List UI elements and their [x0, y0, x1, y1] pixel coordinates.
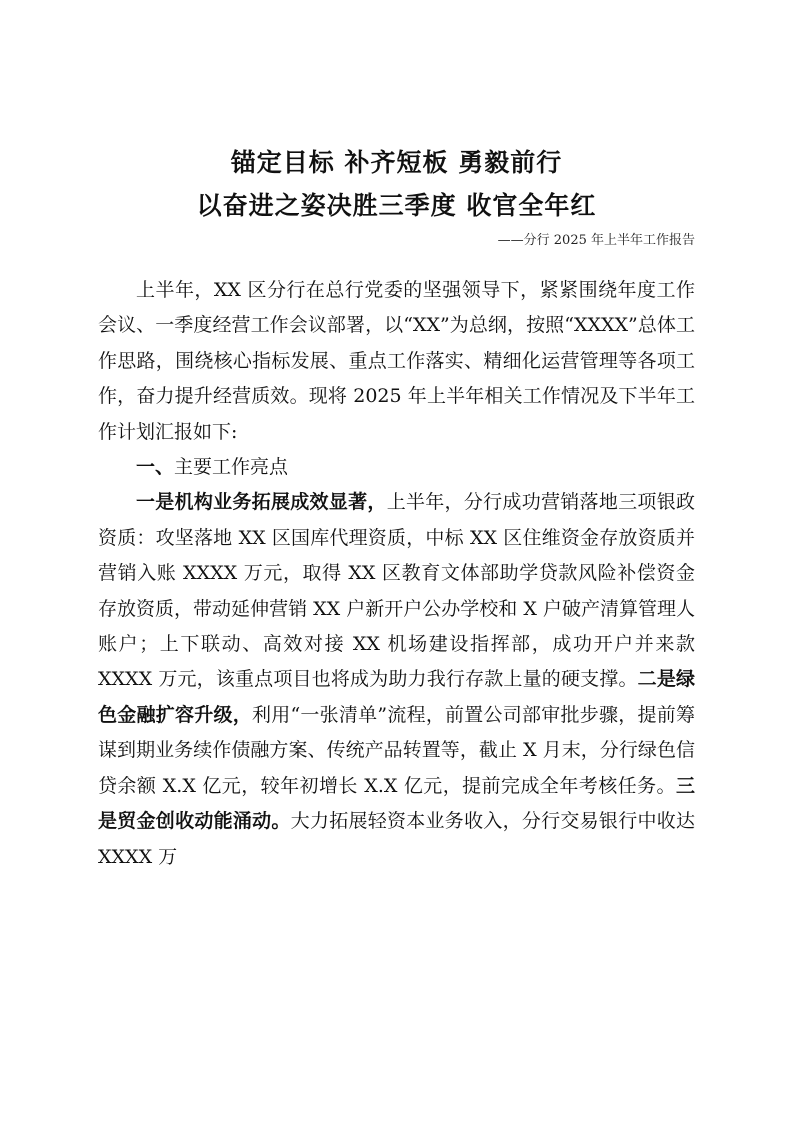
highlight-2-text: 利用“一张清单”流程，前置公司部审批步骤，提前筹谋到期业务续作债融方案、传统产品转置等，截止 X 月末，分行绿色信贷余额 X.X 亿元，较年初增长 X.X 亿元，提前完成全年考核任务。 — [98, 703, 695, 797]
highlight-2-lead: 二是绿色金融扩容升级， — [98, 668, 695, 726]
highlight-3-lead: 三是贸金创收动能涌动。 — [98, 774, 695, 833]
highlights-paragraph — [98, 485, 695, 874]
section-heading — [98, 450, 695, 485]
document-title-line2: 以奋进之姿决胜三季度 收官全年红 — [196, 191, 597, 220]
section-title: 主要工作亮点 — [174, 456, 289, 479]
document-title-line1: 锚定目标 补齐短板 勇毅前行 — [230, 148, 563, 177]
highlight-1-lead: 一是机构业务拓展成效显著， — [136, 491, 387, 514]
highlight-3-text: 大力拓展轻资本业务收入，分行交易银行中收达 XXXX 万 — [98, 810, 695, 868]
highlight-1-text: 上半年，分行成功营销落地三项银政资质：攻坚落地 XX 区国库代理资质，中标 XX 区住维资金存放资质并营销入账 XXXX 万元，取得 XX 区教育文体部助学贷款风险补偿资金存放资质，带动延伸营销 XX 户新开户公办学校和 X 户破产清算管理人账户；上下联动、高效对接 XX 机场建设指挥部，成功开户并来款 XXXX 万元，该重点项目也将成为助力我行存款上量的硬支撑。 — [98, 491, 695, 691]
intro-paragraph: 上半年，XX 区分行在总行党委的坚强领导下，紧紧围绕年度工作会议、一季度经营工作会议部署，以“XX”为总纲，按照“XXXX”总体工作思路，围绕核心指标发展、重点工作落实、精细化运营管理等各项工作，奋力提升经营质效。现将 2025 年上半年相关工作情况及下半年工作计划汇报如下: — [98, 279, 695, 443]
section-number: 一、 — [136, 456, 175, 479]
document-body — [98, 273, 695, 875]
document-subtitle: ——分行 2025 年上半年工作报告 — [497, 233, 695, 248]
